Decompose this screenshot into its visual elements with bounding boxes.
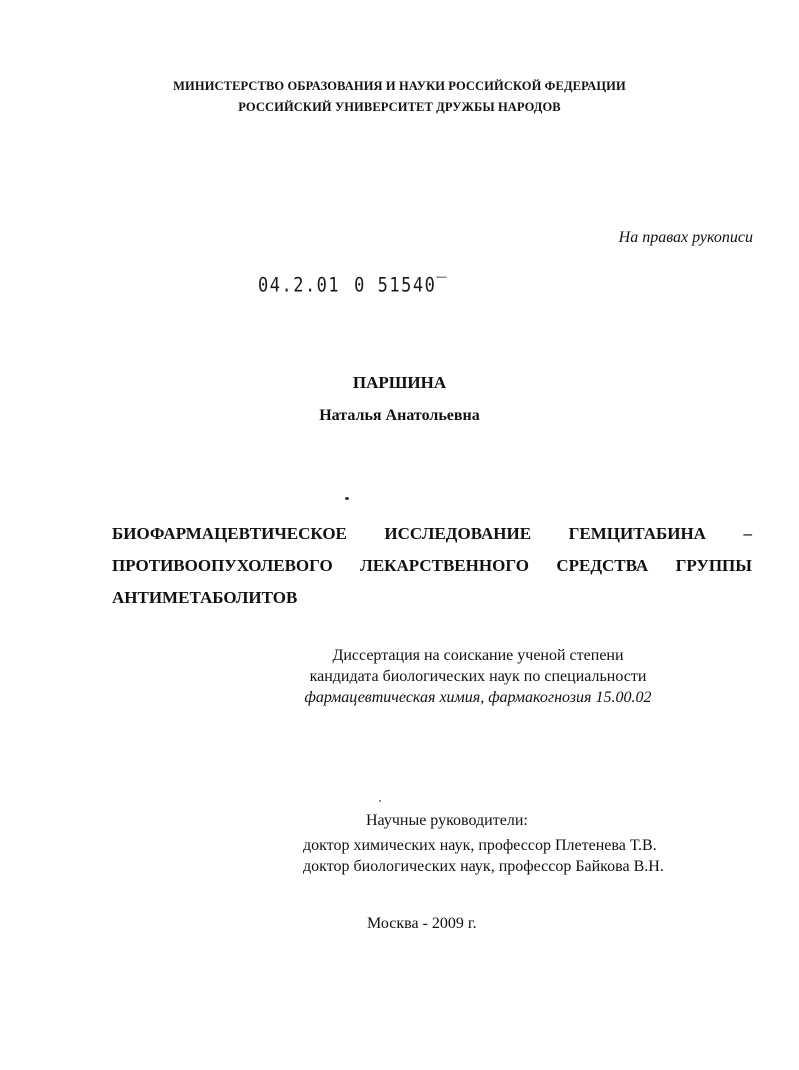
archive-stamp: 04.2.01 0 51540‾ (258, 274, 449, 297)
author-surname: ПАРШИНА (352, 373, 447, 392)
degree-statement (250, 645, 706, 708)
supervisor-1: доктор химических наук, профессор Плетенева Т.В. (303, 837, 657, 854)
title-word: ЛЕКАРСТВЕННОГО (360, 556, 529, 575)
title-line-2 (112, 550, 752, 582)
title-line-1 (112, 518, 752, 550)
supervisors-list (303, 835, 664, 877)
dissertation-title (112, 518, 752, 614)
degree-line-1: Диссертация на соискание ученой степени (332, 647, 624, 664)
title-line-3 (112, 582, 752, 614)
specialty: фармацевтическая химия, фармакогнозия 15.00.02 (304, 689, 652, 706)
scan-speck (379, 800, 381, 802)
city-year: Москва - 2009 г. (367, 915, 477, 932)
title-word: ГЕМЦИТАБИНА (568, 524, 706, 543)
stamp-code: 04.2.01 (258, 274, 341, 297)
title-word: ПРОТИВООПУХОЛЕВОГО (112, 556, 333, 575)
rights-note: На правах рукописи (618, 229, 753, 246)
author-given-names: Наталья Анатольевна (319, 407, 480, 424)
degree-line-2: кандидата биологических наук по специальности (309, 668, 647, 685)
title-word: – (743, 524, 752, 543)
university-name: РОССИЙСКИЙ УНИВЕРСИТЕТ ДРУЖБЫ НАРОДОВ (238, 100, 561, 114)
title-word: ИССЛЕДОВАНИЕ (384, 524, 532, 543)
title-word: ГРУППЫ (675, 556, 752, 575)
stamp-number: 0 51540 (354, 274, 437, 297)
scan-speck (345, 497, 349, 500)
title-word: СРЕДСТВА (556, 556, 649, 575)
title-word: БИОФАРМАЦЕВТИЧЕСКОЕ (112, 524, 347, 543)
institution-header (0, 76, 799, 118)
title-word: АНТИМЕТАБОЛИТОВ (112, 588, 298, 607)
supervisors-heading: Научные руководители: (366, 812, 528, 829)
supervisor-2: доктор биологических наук, профессор Байкова В.Н. (303, 858, 664, 875)
ministry-name: МИНИСТЕРСТВО ОБРАЗОВАНИЯ И НАУКИ РОССИЙСКОЙ ФЕДЕРАЦИИ (173, 79, 626, 93)
